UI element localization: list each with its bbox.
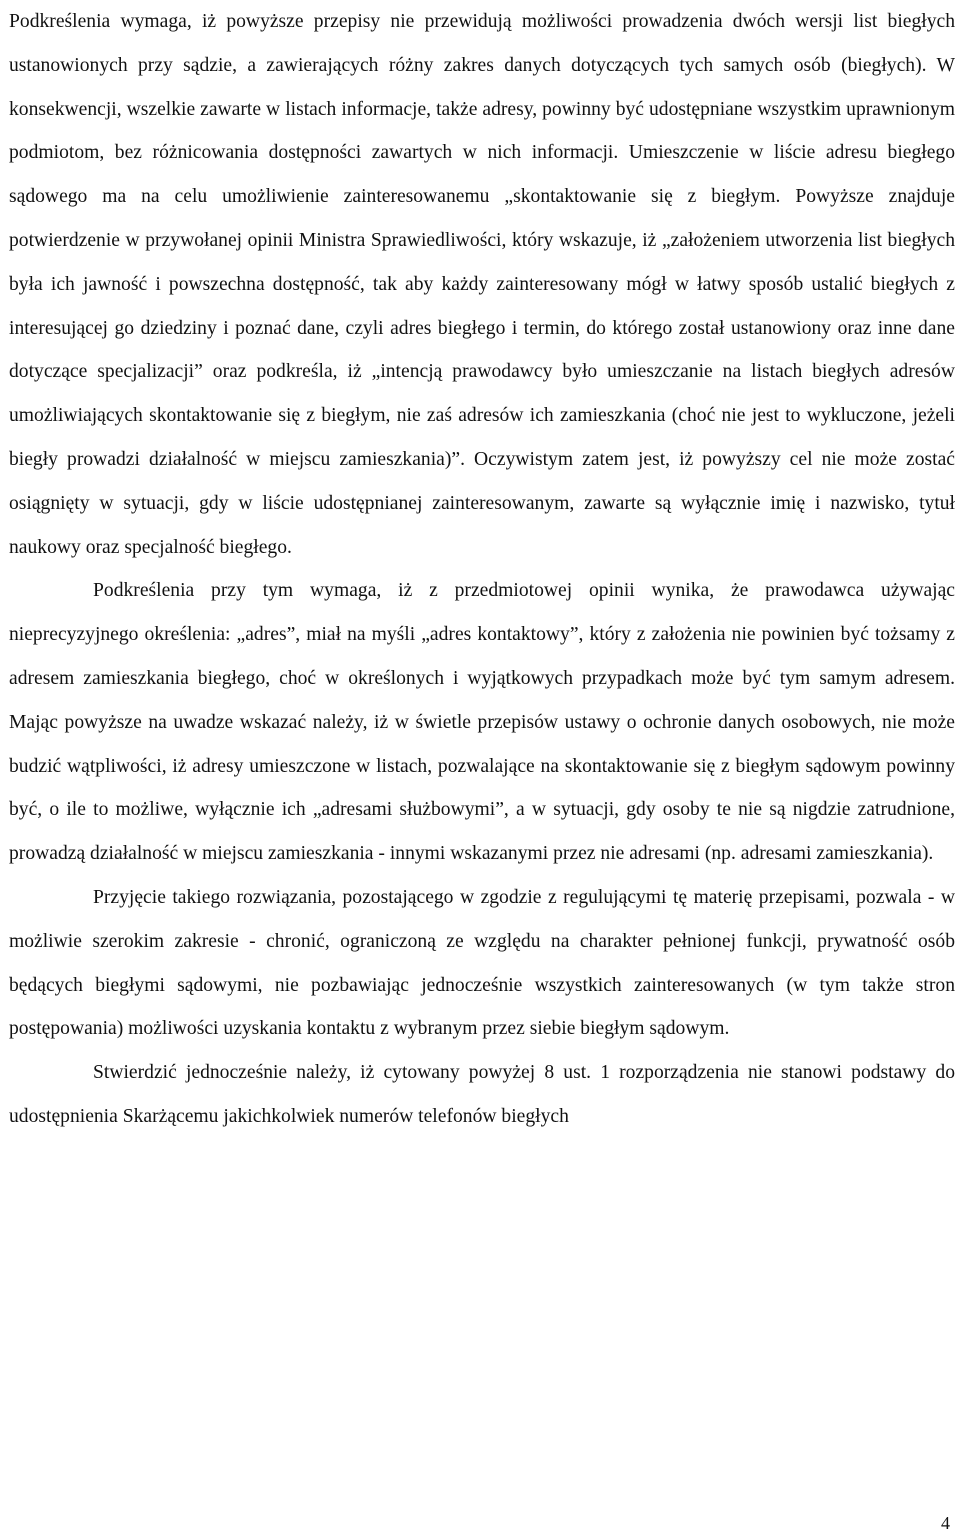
paragraph-1: Podkreślenia wymaga, iż powyższe przepisy nie przewidują możliwości prowadzenia dwóch wersji list biegłych ustanowionych przy sądzie, a zawierających różny zakres danych dotyczących tych samych osób (biegłych). W konsekwencji, wszelkie zawarte w listach informacje, także adresy, powinny być udostępniane wszystkim uprawnionym podmiotom, bez różnicowania dostępności zawartych w nich informacji. Umieszczenie w liście adresu biegłego sądowego ma na celu umożliwienie zainteresowanemu „skontaktowanie się z biegłym. Powyższe znajduje potwierdzenie w przywołanej opinii Ministra Sprawiedliwości, który wskazuje, iż „założeniem utworzenia list biegłych była ich jawność i powszechna dostępność, tak aby każdy zainteresowany mógł w łatwy sposób ustalić biegłych z interesującej go dziedziny i poznać dane, czyli adres biegłego i termin, do którego został ustanowiony oraz inne dane dotyczące specjalizacji” oraz podkreśla, iż „intencją prawodawcy było umieszczanie na listach biegłych adresów umożliwiających skontaktowanie się z biegłym, nie zaś adresów ich zamieszkania (choć nie jest to wykluczone, jeżeli biegły prowadzi działalność w miejscu zamieszkania)”. Oczywistym zatem jest, iż powyższy cel nie może zostać osiągnięty w sytuacji, gdy w liście udostępnianej zainteresowanym, zawarte są wyłącznie imię i nazwisko, tytuł naukowy oraz specjalność biegłego. <box>9 11 955 558</box>
paragraph-2: Podkreślenia przy tym wymaga, iż z przedmiotowej opinii wynika, że prawodawca używając nieprecyzyjnego określenia: „adres”, miał na myśli „adres kontaktowy”, który z założenia nie powinien być tożsamy z adresem zamieszkania biegłego, choć w określonych i wyjątkowych przypadkach może być tym samym adresem. Mając powyższe na uwadze wskazać należy, iż w świetle przepisów ustawy o ochronie danych osobowych, nie może budzić wątpliwości, iż adresy umieszczone w listach, pozwalające na skontaktowanie się z biegłym sądowym powinny być, o ile to możliwe, wyłącznie ich „adresami służbowymi”, a w sytuacji, gdy osoby te nie są nigdzie zatrudnione, prowadzą działalność w miejscu zamieszkania - innymi wskazanymi przez nie adresami (np. adresami zamieszkania). <box>9 580 955 865</box>
paragraph-4: Stwierdzić jednocześnie należy, iż cytowany powyżej 8 ust. 1 rozporządzenia nie stanowi podstawy do udostępnienia Skarżącemu jakichkolwiek numerów telefonów biegłych <box>9 1062 955 1127</box>
paragraph-3: Przyjęcie takiego rozwiązania, pozostającego w zgodzie z regulującymi tę materię przepisami, pozwala - w możliwie szerokim zakresie - chronić, ograniczoną ze względu na charakter pełnionej funkcji, prywatność osób będących biegłymi sądowymi, nie pozbawiając jednocześnie wszystkich zainteresowanych (w tym także stron postępowania) możliwości uzyskania kontaktu z wybranym przez siebie biegłym sądowym. <box>9 886 955 1040</box>
body-text <box>9 0 955 1139</box>
page-number: 4 <box>941 1513 950 1533</box>
